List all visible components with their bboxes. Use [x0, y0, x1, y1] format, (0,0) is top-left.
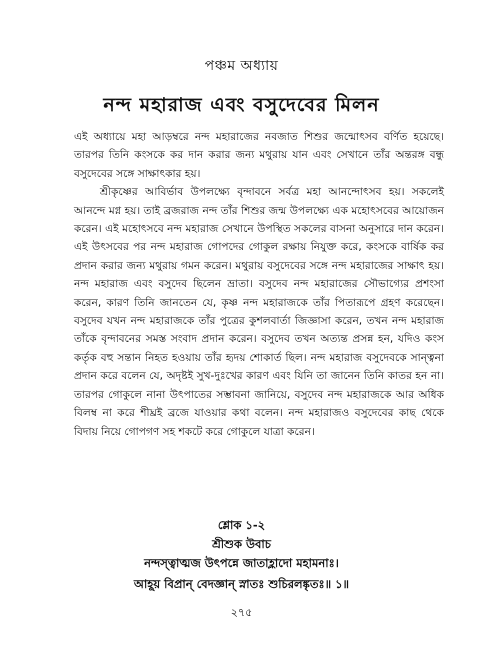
page-number: ২৭৫: [230, 606, 253, 619]
summary-paragraph: শ্রীকৃষ্ণের আবির্ভাব উপলক্ষ্যে বৃন্দাবনে সর্বত্র মহা আনন্দোৎসব হয়। সকলেই আনন্দে মগ্ন হয়। তাই ব্রজরাজ নন্দ তাঁর শিশুর জন্ম উপলক্ষ্যে এক মহোৎসবের আয়োজন করেন। এই মহোৎসবে নন্দ মহারাজ সেখানে উপস্থিত সকলের বাসনা অনুসারে দান করেন। এই উৎসবের পর নন্দ মহারাজ গোপদের গোকুল রক্ষায় নিযুক্ত করে, কংসকে বার্ষিক কর প্রদান করার জন্য মথুরায় গমন করেন। মথুরায় বসুদেবের সঙ্গে নন্দ মহারাজের সাক্ষাৎ হয়। নন্দ মহারাজ এবং বসুদেব ছিলেন ভ্রাতা। বসুদেব নন্দ মহারাজের সৌভাগ্যের প্রশংসা করেন, কারণ তিনি জানতেন যে, কৃষ্ণ নন্দ মহারাজকে তাঁর পিতারূপে গ্রহণ করেছেন। বসুদেব যখন নন্দ মহারাজকে তাঁর পুত্রের কুশলবার্তা জিজ্ঞাসা করেন, তখন নন্দ মহারাজ তাঁকে বৃন্দাবনের সমস্ত সংবাদ প্রদান করেন। বসুদেব তখন অত্যন্ত প্রসন্ন হন, যদিও কংস কর্তৃক বহু সন্তান নিহত হওয়ায় তাঁর হৃদয় শোকার্ত ছিল। নন্দ মহারাজ বসুদেবকে সান্ত্বনা প্রদান করে বলেন যে, অদৃষ্টই সুখ-দুঃখের কারণ এবং যিনি তা জানেন তিনি কাতর হন না। তারপর গোকুলে নানা উৎপাতের সম্ভাবনা জানিয়ে, বসুদেব নন্দ মহারাজকে আর অধিক বিলম্ব না করে শীঘ্রই ব্রজে যাওয়ার কথা বলেন। নন্দ মহারাজও বসুদেবের কাছ থেকে বিদায় নিয়ে গোপগণ সহ শকটে করে গোকুলে যাত্রা করেন।: [74, 186, 444, 438]
verse-speaker: শ্রীশুক উবাচ: [212, 537, 271, 551]
chapter-summary: [74, 128, 444, 441]
verse-reference: শ্লোক ১-২: [217, 518, 266, 532]
verse-line: আহূয় বিপ্রান্ বেদজ্ঞান্ স্নাতঃ শুচিরলঙ্কৃতঃ॥ ১॥: [133, 577, 350, 591]
verse-line: নন্দস্ত্বাত্মজ উৎপন্নে জাতাহ্লাদো মহামনাঃ।: [144, 556, 339, 570]
summary-paragraph: এই অধ্যায়ে মহা আড়ম্বরে নন্দ মহারাজের নবজাত শিশুর জন্মোৎসব বর্ণিত হয়েছে। তারপর তিনি কংসকে কর দান করার জন্য মথুরায় যান এবং সেখানে তাঁর অন্তরঙ্গ বন্ধু বসুদেবের সঙ্গে সাক্ষাৎকার হয়।: [74, 131, 444, 180]
chapter-label: পঞ্চম অধ্যায়: [204, 58, 279, 74]
chapter-title: নন্দ মহারাজ এবং বসুদেবের মিলন: [103, 94, 380, 116]
